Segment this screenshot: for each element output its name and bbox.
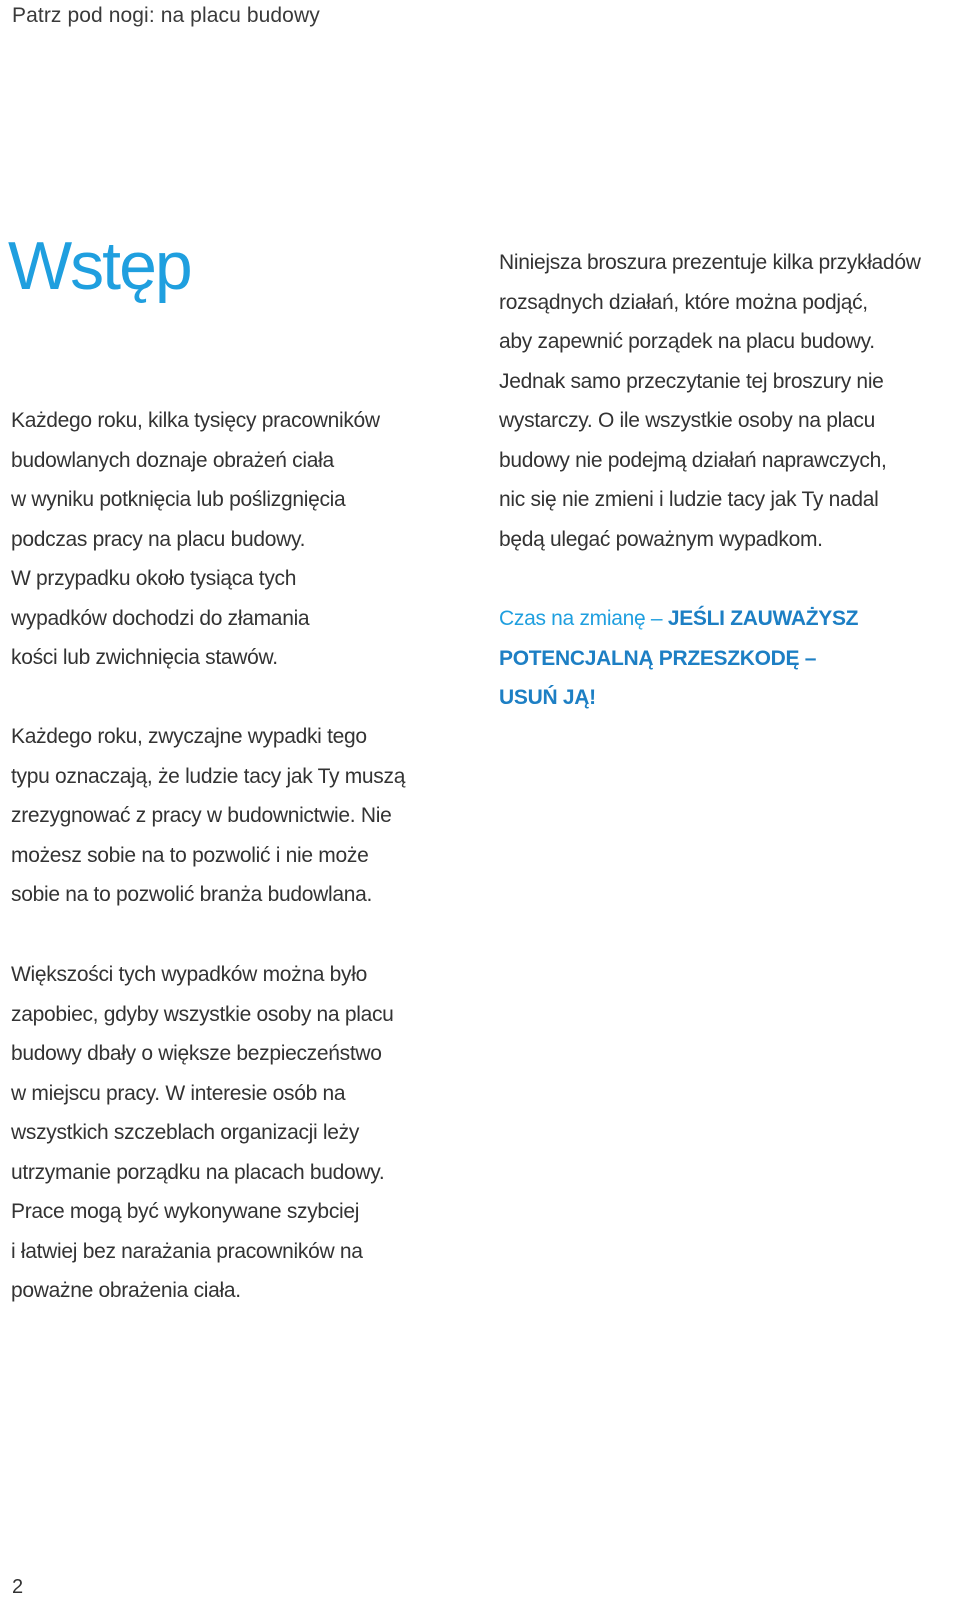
text-line: sobie na to pozwolić branża budowlana. [11, 883, 373, 906]
text-line: W przypadku około tysiąca tych [11, 567, 297, 590]
right-paragraph-1 [499, 243, 949, 559]
text-line: zapobiec, gdyby wszystkie osoby na placu [11, 1002, 394, 1026]
text-line: Prace mogą być wykonywane szybciej [11, 1200, 360, 1223]
text-line: utrzymanie porządku na placach budowy. [11, 1160, 385, 1184]
text-line: wystarczy. O ile wszystkie osoby na placu [499, 409, 875, 432]
text-line: Każdego roku, zwyczajne wypadki tego [11, 725, 367, 748]
left-paragraph-2 [11, 717, 461, 915]
cta-strong-3: USUŃ JĄ! [499, 686, 596, 709]
text-line: w wyniku potknięcia lub poślizgnięcia [11, 488, 346, 511]
cta-strong-1: JEŚLI ZAUWAŻYSZ [667, 607, 859, 630]
cta-line-3 [499, 678, 949, 718]
call-to-action [499, 599, 949, 718]
text-line: nic się nie zmieni i ludzie tacy jak Ty nadal [499, 488, 879, 511]
text-line: budowy nie podejmą działań naprawczych, [499, 448, 887, 472]
cta-line-2 [499, 639, 949, 679]
page-number: 2 [12, 1576, 24, 1598]
text-line: w miejscu pracy. W interesie osób na [11, 1081, 346, 1105]
text-line: poważne obrażenia ciała. [11, 1279, 241, 1302]
cta-line-1 [499, 599, 949, 639]
text-line: zrezygnować z pracy w budownictwie. Nie [11, 804, 392, 827]
section-title: Wstęp [8, 228, 191, 304]
text-line: możesz sobie na to pozwolić i nie może [11, 843, 369, 867]
text-line: typu oznaczają, że ludzie tacy jak Ty muszą [11, 764, 406, 788]
left-paragraph-3 [11, 955, 461, 1311]
text-line: wypadków dochodzi do złamania [11, 606, 310, 630]
text-line: wszystkich szczeblach organizacji leży [11, 1121, 360, 1144]
text-line: i łatwiej bez narażania pracowników na [11, 1239, 363, 1263]
text-line: aby zapewnić porządek na placu budowy. [499, 330, 875, 353]
text-line: Niniejsza broszura prezentuje kilka przykładów [499, 251, 921, 274]
text-line: będą ulegać poważnym wypadkom. [499, 527, 823, 551]
text-line: kości lub zwichnięcia stawów. [11, 646, 278, 669]
text-line: Większości tych wypadków można było [11, 963, 367, 986]
left-paragraph-1 [11, 401, 461, 678]
text-line: Każdego roku, kilka tysięcy pracowników [11, 409, 380, 432]
cta-intro: Czas na zmianę – [499, 607, 668, 630]
text-line: podczas pracy na placu budowy. [11, 527, 306, 551]
text-line: budowlanych doznaje obrażeń ciała [11, 448, 334, 472]
cta-strong-2: POTENCJALNĄ PRZESZKODĘ – [499, 646, 817, 670]
text-line: Jednak samo przeczytanie tej broszury nie [499, 369, 884, 393]
running-header: Patrz pod nogi: na placu budowy [12, 4, 320, 27]
text-line: rozsądnych działań, które można podjąć, [499, 290, 868, 314]
text-line: budowy dbały o większe bezpieczeństwo [11, 1042, 382, 1065]
